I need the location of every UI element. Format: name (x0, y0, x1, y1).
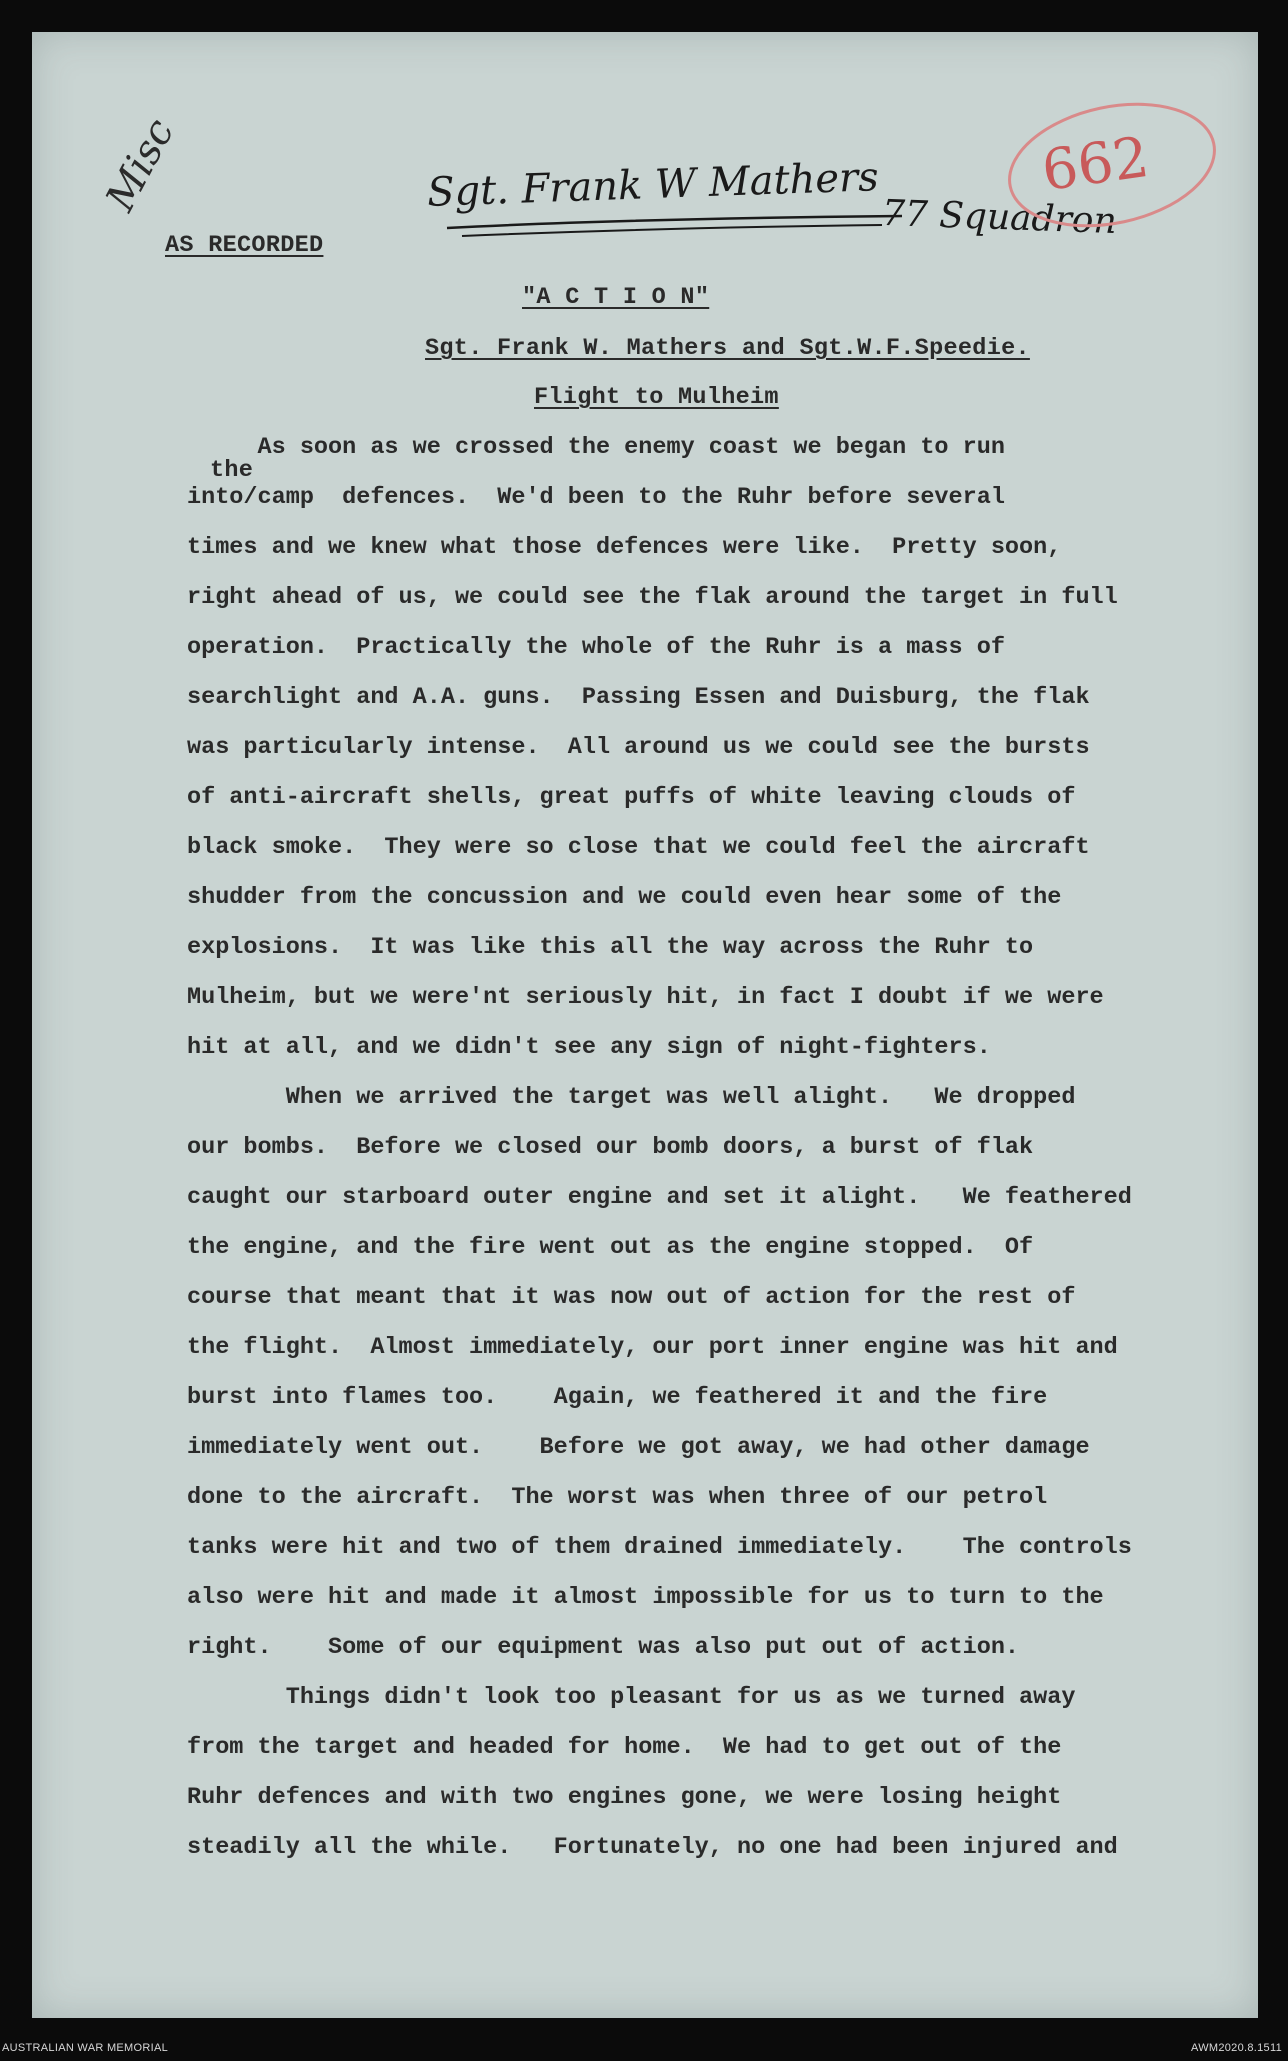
body-line: the flight. Almost immediately, our port inner engine was hit and (187, 1334, 1118, 1361)
as-recorded-label: AS RECORDED (165, 232, 324, 259)
body-line: was particularly intense. All around us we could see the bursts (187, 734, 1090, 761)
body-line: hit at all, and we didn't see any sign of night-fighters. (187, 1034, 991, 1061)
body-line: Ruhr defences and with two engines gone, we were losing height (187, 1784, 1062, 1811)
document-page (32, 32, 1258, 2018)
body-line: explosions. It was like this all the way across the Ruhr to (187, 934, 1034, 961)
body-line: steadily all the while. Fortunately, no one had been injured and (187, 1834, 1118, 1861)
body-line: right. Some of our equipment was also put out of action. (187, 1634, 1020, 1661)
handwritten-squadron: 77 Squadron (881, 192, 1118, 243)
footer-accession-number: AWM2020.8.1511 (1190, 2042, 1282, 2054)
body-line: immediately went out. Before we got away, we had other damage (187, 1434, 1090, 1461)
body-line: from the target and headed for home. We had to get out of the (187, 1734, 1062, 1761)
body-line: also were hit and made it almost impossible for us to turn to the (187, 1584, 1104, 1611)
inserted-word: the (210, 457, 254, 484)
body-line: shudder from the concussion and we could even hear some of the (187, 884, 1062, 911)
body-line: When we arrived the target was well alight. We dropped (187, 1084, 1076, 1111)
body-line: times and we knew what those defences were like. Pretty soon, (187, 534, 1062, 561)
body-line: done to the aircraft. The worst was when three of our petrol (187, 1484, 1048, 1511)
body-line: caught our starboard outer engine and set it alight. We feathered (187, 1184, 1132, 1211)
body-line: into/camp defences. We'd been to the Ruhr before several (187, 484, 1005, 511)
body-line: of anti-aircraft shells, great puffs of white leaving clouds of (187, 784, 1076, 811)
document-title: "A C T I O N" (522, 284, 710, 311)
signature-underline (442, 210, 912, 240)
body-line: operation. Practically the whole of the Ruhr is a mass of (187, 634, 1005, 661)
body-line: As soon as we crossed the enemy coast we began to run (187, 434, 1005, 461)
body-line: burst into flames too. Again, we feathered it and the fire (187, 1384, 1048, 1411)
body-line: the engine, and the fire went out as the engine stopped. Of (187, 1234, 1034, 1261)
handwritten-misc-note: Misc (97, 111, 184, 219)
body-line: Mulheim, but we were'nt seriously hit, in fact I doubt if we were (187, 984, 1104, 1011)
flight-heading: Flight to Mulheim (534, 384, 779, 411)
body-line: right ahead of us, we could see the flak around the target in full (187, 584, 1118, 611)
document-subtitle: Sgt. Frank W. Mathers and Sgt.W.F.Speedie. (425, 335, 1030, 362)
body-line: black smoke. They were so close that we could feel the aircraft (187, 834, 1090, 861)
body-line: our bombs. Before we closed our bomb doors, a burst of flak (187, 1134, 1034, 1161)
handwritten-signature: Sgt. Frank W Mathers (426, 154, 880, 216)
body-line: course that meant that it was now out of action for the rest of (187, 1284, 1076, 1311)
body-line: Things didn't look too pleasant for us as we turned away (187, 1684, 1076, 1711)
stamp-number: 662 (1037, 124, 1153, 205)
body-line: searchlight and A.A. guns. Passing Essen and Duisburg, the flak (187, 684, 1090, 711)
body-line: tanks were hit and two of them drained immediately. The controls (187, 1534, 1132, 1561)
footer-credit: AUSTRALIAN WAR MEMORIAL (2, 2042, 169, 2054)
